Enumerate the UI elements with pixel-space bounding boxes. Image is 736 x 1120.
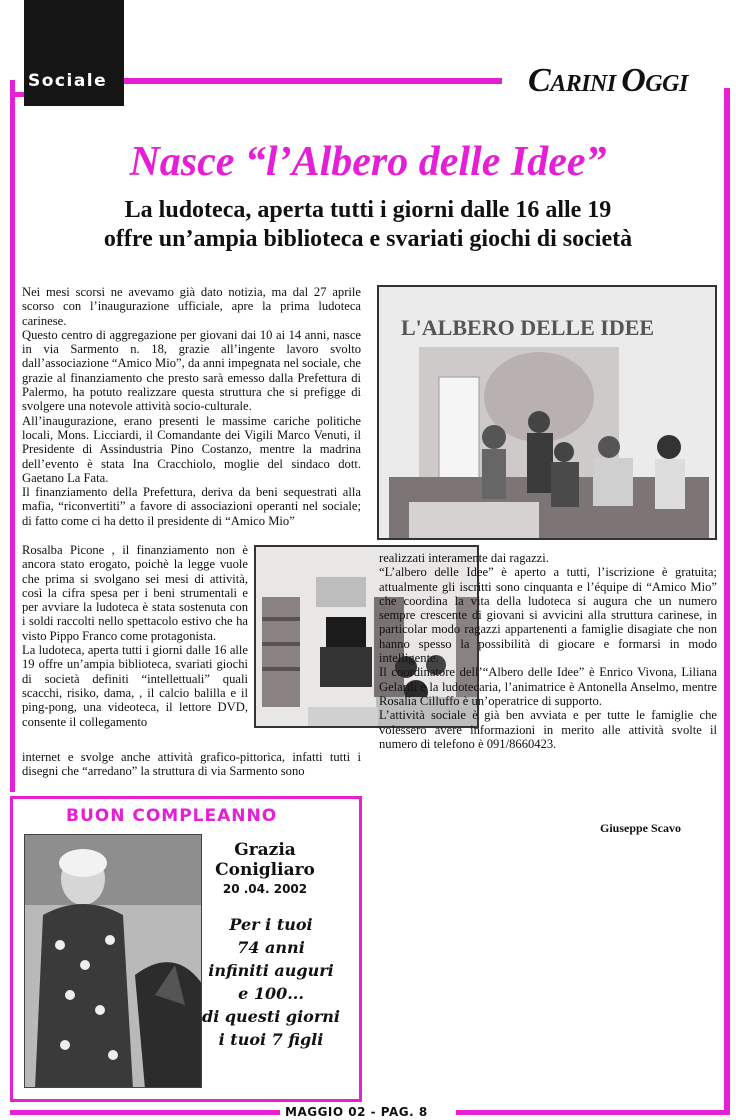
bottom-rule-right — [456, 1110, 730, 1115]
birthday-msg-line: di questi giorni — [202, 1007, 340, 1026]
masthead — [528, 62, 688, 100]
ludoteca-room-illustration — [379, 287, 717, 540]
paragraph: internet e svolge anche attività grafico-pittorica, infatti tutti i disegni che “arredano” la struttura di via Sarmento sono — [22, 750, 361, 779]
top-rule — [124, 78, 502, 84]
section-label: Sociale — [28, 71, 108, 91]
article-title: Nasce “l’Albero delle Idee” — [129, 139, 607, 185]
portrait-illustration — [25, 835, 202, 1088]
birthday-msg-line: infiniti auguri — [208, 961, 334, 980]
article-column-1 — [22, 285, 361, 528]
paragraph: L’attività sociale è già ben avviata e per tutte le famiglie che volessero avere informazioni in merito alle attività svolte il numero di telefono è 091/8660423. — [379, 708, 717, 751]
paragraph: Il finanziamento della Prefettura, deriva da beni sequestrati alla mafia, “riconvertiti” a favore di associazioni operanti nel sociale; di fatto come ci ha detto il presidente di “Amico Mio” — [22, 485, 361, 528]
masthead-arini: ARINI — [550, 71, 622, 97]
birthday-msg-line: Per i tuoi — [229, 915, 313, 934]
birthday-person-name — [210, 840, 320, 880]
left-rule — [10, 80, 15, 792]
article-column-2 — [379, 551, 717, 751]
birthday-msg-line: i tuoi 7 figli — [218, 1030, 324, 1049]
birthday-date: 20 .04. 2002 — [222, 882, 308, 896]
article-subtitle — [0, 196, 736, 254]
paragraph: Il coordinatore dell’“Albero delle Idee” è Enrico Vivona, Liliana Gelardi è la ludotecaria, l’animatrice è Antonella Anselmo, mentre Rosalia Cilluffo è un’operatrice di supporto. — [379, 665, 717, 708]
photo-banner-text: L'ALBERO DELLE IDEE — [401, 315, 655, 340]
masthead-ggi: GGI — [645, 71, 688, 97]
paragraph: Rosalba Picone , il finanziamento non è ancora stato erogato, poichè la legge vuole che prima si svolgano sei mesi di attività, così la cifra spesa per i beni strumentali e per avviare la ludoteca è stata sostenuta con i soldi raccolti nello spettacolo estivo che ha visto Pippo Franco come protagonista. — [22, 543, 248, 643]
paragraph: “L’albero delle Idee” è aperto a tutti, l’iscrizione è gratuita; attualmente gli iscritti sono cinquanta e l’équipe di “Amico Mio” che coordina la vita della ludoteca si augura che un numero sempre crescente di giovani si avvicini alla struttura carinese, in particolar modo ragazzi appartenenti a famiglie disagiate che non hanno spesso la possibilità di giocare e formarsi in modo intelligente. — [379, 565, 717, 666]
paragraph: Questo centro di aggregazione per giovani dai 10 ai 14 anni, nasce in via Sarmento n. 18, grazie all’ingente lavoro svolto dall’associazione “Amico Mio”, da anni impegnata nel sociale, che grazie al finanziamento che presto sarà emesso dalla Prefettura di Palermo, ha potuto realizzare questa struttura che si prefigge di svolgere una notevole attività socio-culturale. — [22, 327, 361, 414]
birthday-name-last: Conigliaro — [215, 860, 315, 880]
birthday-portrait — [24, 834, 202, 1088]
birthday-title: BUON COMPLEANNO — [66, 806, 278, 826]
article-column-1-narrow — [22, 543, 248, 729]
author-signature: Giuseppe Scavo — [600, 821, 682, 835]
paragraph: La ludoteca, aperta tutti i giorni dalle 16 alle 19 offre un’ampia biblioteca, svariati giochi di società definiti “intellettuali” quali scacchi, risiko, dama, , il calcio balilla e il ping-pong, una videoteca, il lettore DVD, consente il collegamento — [22, 643, 248, 729]
birthday-msg-line: e 100... — [238, 984, 304, 1003]
paragraph: Nei mesi scorsi ne avevamo già dato notizia, ma dal 27 aprile scorso con l’inaugurazione ufficiale, apre la prima ludoteca carinese. — [22, 285, 361, 328]
ludoteca-photo-main — [377, 285, 717, 540]
subtitle-line-1: La ludoteca, aperta tutti i giorni dalle 16 alle 19 — [124, 197, 612, 223]
birthday-message — [196, 913, 346, 1051]
subtitle-line-2: offre un’ampia biblioteca e svariati giochi di società — [103, 226, 633, 252]
masthead-initial-c: C — [528, 62, 551, 99]
bottom-rule-left — [10, 1110, 280, 1115]
left-top-rule — [10, 92, 24, 97]
paragraph: realizzati interamente dai ragazzi. — [379, 551, 549, 565]
article-column-1-bottom — [22, 750, 361, 779]
birthday-msg-line: 74 anni — [237, 938, 305, 957]
page-footer: MAGGIO 02 - PAG. 8 — [285, 1105, 428, 1119]
paragraph: All’inaugurazione, erano presenti le massime cariche politiche locali, Mons. Licciardi, il Comandante dei Vigili Marco Venuti, il Presidente di Assindustria Pino Costanzo, mentre la madrina dell’evento è stata Ina Cracchiolo, moglie del sindaco dott. Gaetano La Fata. — [22, 413, 361, 485]
masthead-initial-o: O — [621, 62, 646, 99]
birthday-name-first: Grazia — [234, 840, 296, 860]
